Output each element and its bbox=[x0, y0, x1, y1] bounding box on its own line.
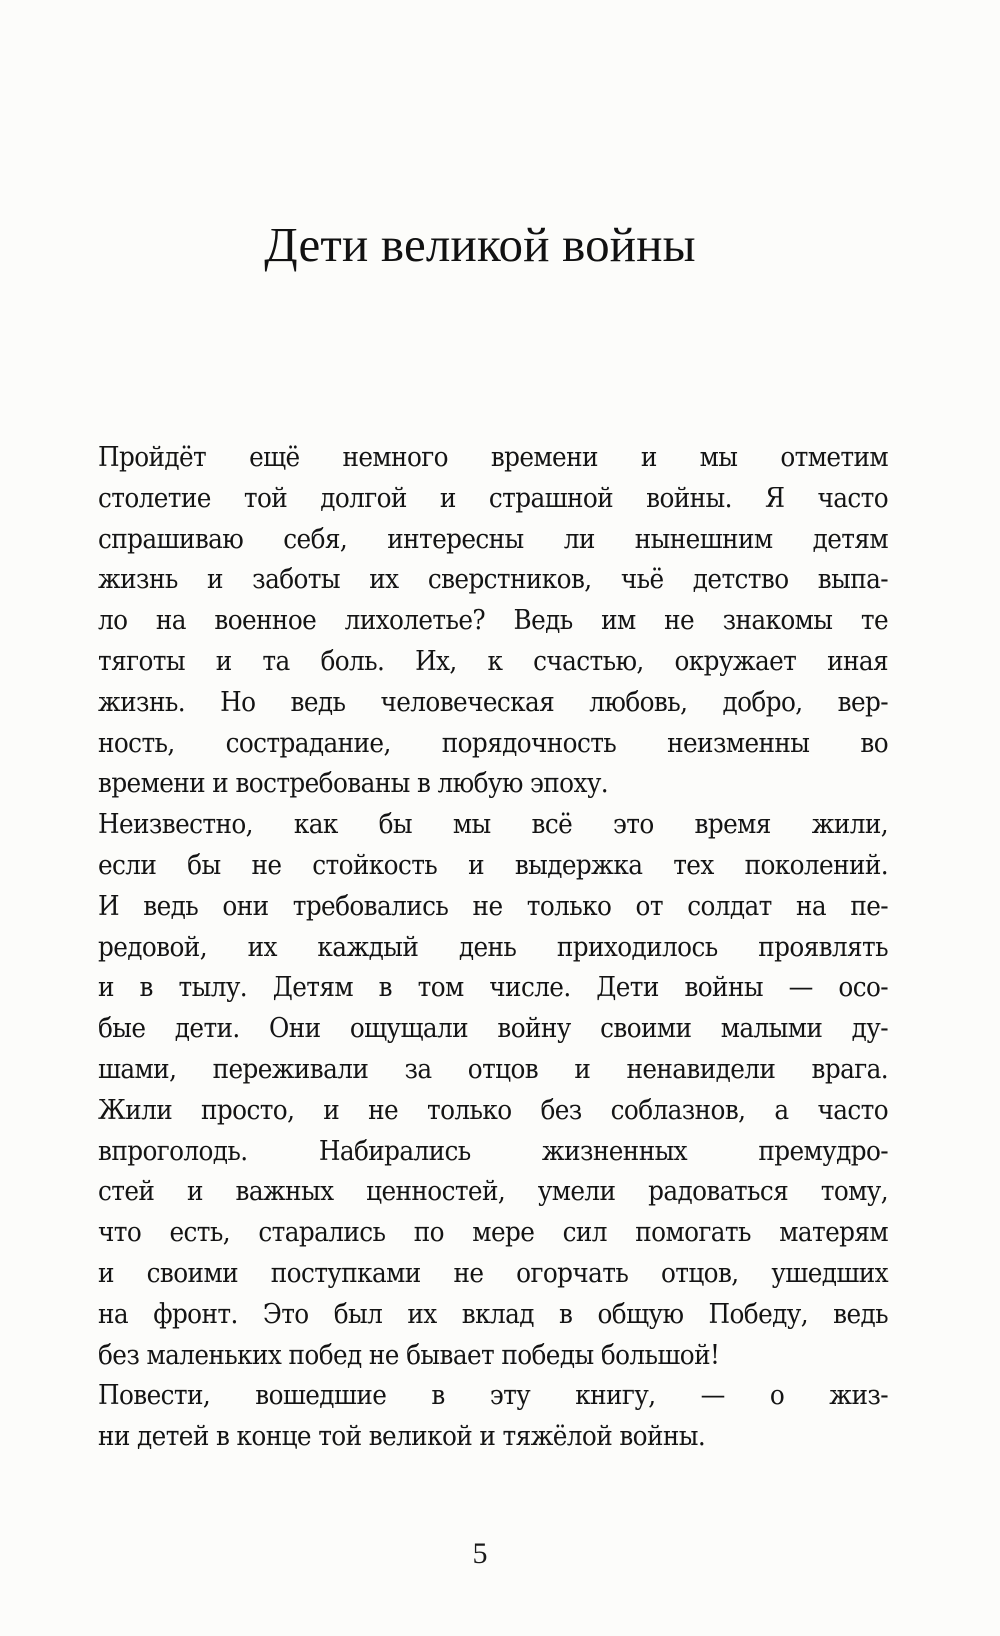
text-line: времени и востребованы в любую эпоху. bbox=[98, 767, 609, 800]
text-line: если бы не стойкость и выдержка тех поколений. bbox=[98, 848, 888, 881]
text-line: и своими поступками не огорчать отцов, ушедших bbox=[98, 1256, 888, 1289]
text-line: без маленьких побед не бывает победы большой! bbox=[98, 1338, 720, 1371]
text-line: ло на военное лихолетье? Ведь им не знакомы те bbox=[98, 604, 888, 637]
text-line: Жили просто, и не только без соблазнов, а часто bbox=[98, 1093, 888, 1126]
text-line: бые дети. Они ощущали войну своими малыми ду- bbox=[98, 1012, 888, 1045]
text-line: на фронт. Это был их вклад в общую Победу, ведь bbox=[98, 1297, 888, 1330]
chapter-title: Дети великой войны bbox=[264, 217, 696, 272]
text-line: спрашиваю себя, интересны ли нынешним детям bbox=[98, 522, 888, 555]
text-line: жизнь. Но ведь человеческая любовь, добро, вер- bbox=[98, 685, 888, 718]
text-line: стей и важных ценностей, умели радоваться тому, bbox=[98, 1175, 888, 1208]
page-number: 5 bbox=[472, 1537, 488, 1570]
text-line: столетие той долгой и страшной войны. Я часто bbox=[98, 481, 888, 514]
text-line: Повести, вошедшие в эту книгу, — о жиз- bbox=[98, 1379, 888, 1412]
text-line: Неизвестно, как бы мы всё это время жили, bbox=[98, 808, 888, 841]
text-line: ни детей в конце той великой и тяжёлой войны. bbox=[98, 1420, 706, 1453]
paragraph-1 bbox=[98, 437, 888, 804]
text-line: редовой, их каждый день приходилось проявлять bbox=[98, 930, 888, 963]
text-line: И ведь они требовались не только от солдат на пе- bbox=[98, 889, 888, 922]
text-line: что есть, старались по мере сил помогать матерям bbox=[98, 1216, 888, 1249]
text-line: тяготы и та боль. Их, к счастью, окружает иная bbox=[98, 644, 888, 677]
text-line: Пройдёт ещё немного времени и мы отметим bbox=[98, 441, 888, 473]
body-text bbox=[98, 437, 888, 1457]
text-line: и в тылу. Детям в том числе. Дети войны — осо- bbox=[98, 971, 888, 1004]
text-line: жизнь и заботы их сверстников, чьё детство выпа- bbox=[98, 563, 888, 596]
text-line: ность, сострадание, порядочность неизменны во bbox=[98, 726, 888, 759]
text-line: шами, переживали за отцов и ненавидели врага. bbox=[98, 1052, 888, 1085]
paragraph-2 bbox=[98, 804, 888, 1375]
text-line: впроголодь. Набирались жизненных премудро- bbox=[98, 1134, 888, 1167]
paragraph-3 bbox=[98, 1375, 888, 1457]
